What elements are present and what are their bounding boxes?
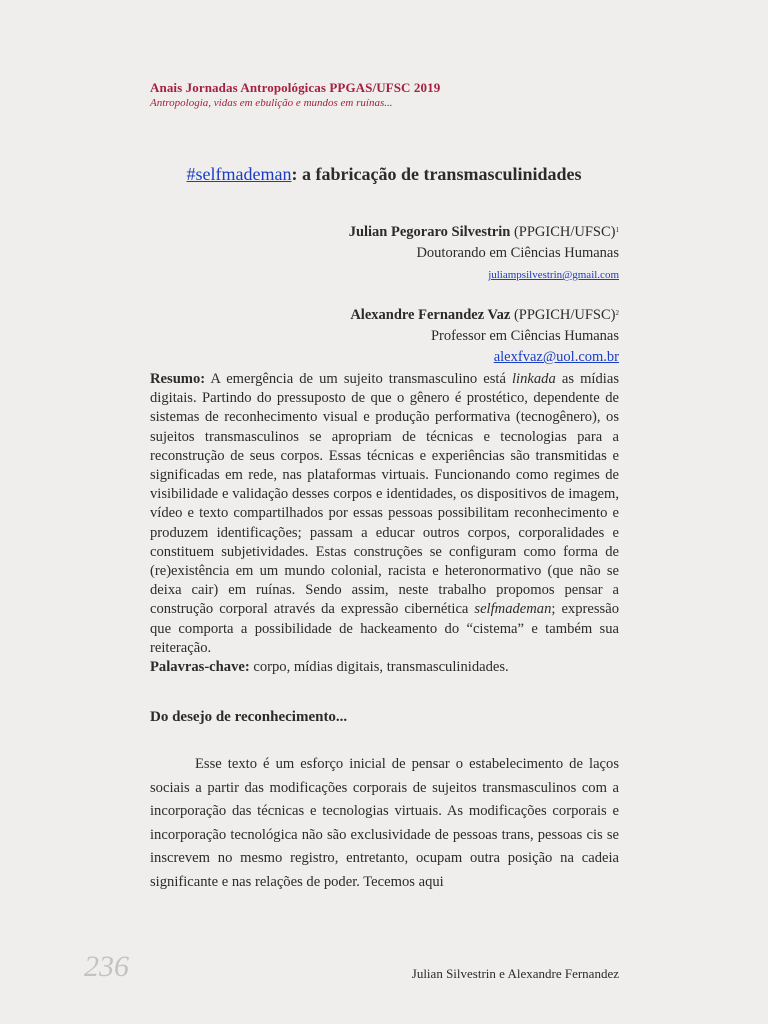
body-paragraph: Esse texto é um esforço inicial de pensar o estabelecimento de laços sociais a partir das modificações corporais de sujeitos transmasculinos com a incorporação das técnicas e tecnologias virtuais. As modificações corporais e incorporação tecnológica não são exclusividade de pessoas trans, pessoas cis se inscrevem no mesmo registro, entretanto, ocupam outra posição na cadeia significante e nas relações de poder. Tecemos aqui [150,756,619,890]
journal-title: Anais Jornadas Antropológicas PPGAS/UFSC 2019 [150,80,441,95]
keywords [150,658,619,677]
footnote-marker[interactable]: 1 [615,226,619,234]
abstract-italic-term: selfmademan [474,601,552,618]
journal-subtitle: Antropologia, vidas em ebulição e mundos em ruínas... [150,97,393,109]
hashtag-link[interactable]: #selfmademan [186,164,292,184]
author-role: Professor em Ciências Humanas [430,328,619,344]
body-text [150,753,619,894]
section-heading: Do desejo de reconhecimento... [150,709,348,725]
author-affiliation: (PPGICH/UFSC) [510,307,616,323]
abstract-text: as mídias digitais. Partindo do pressuposto de que o gênero é prostético, dependente de sistemas de reconhecimento visual e produção performativa (tecnogênero), os sujeitos transmasculinos se apropriam de técnicas e tecnologias para a reconstrução de seus corpos. Essas técnicas e experiências são transmitidas e significadas em rede, nas plataformas virtuais. Funcionando como regimes de visibilidade e validação desses corpos e identidades, os dispositivos de imagem, vídeo e texto compartilhados por essas pessoas possibilitam reconhecimento e produzem identificações; passam a educar outros corpos, corporalidades e constituem subjetividades. Estas construções se configuram como forma de (re)existência em um mundo colonial, racista e heteronormativo (que não se deixa cair) em ruínas. Sendo assim, neste trabalho propomos pensar a construção corporal através da expressão cibernética [150,371,619,618]
author-email-link[interactable]: alexfvaz@uol.com.br [493,349,619,365]
author-name: Alexandre Fernandez Vaz [350,307,511,323]
author-name: Julian Pegoraro Silvestrin [348,224,511,240]
author-role: Doutorando em Ciências Humanas [416,245,619,261]
author-block [139,222,619,285]
abstract-paragraph [150,370,619,658]
running-head [150,80,440,109]
author-block [139,305,619,368]
keywords-text: corpo, mídias digitais, transmasculinidades. [249,659,509,676]
author-email-link[interactable]: juliampsilvestrin@gmail.com [488,269,619,281]
page-number: 236 [84,950,129,983]
author-affiliation: (PPGICH/UFSC) [510,224,616,240]
abstract-text: ; expressão que comporta a possibilidade de hackeamento do “cistema” e também sua reiteração. [150,601,619,656]
footer-authors: Julian Silvestrin e Alexandre Fernandez [411,966,619,981]
title-text: : a fabricação de transmasculinidades [291,164,582,184]
paper-title [0,164,768,185]
author-list [139,222,619,368]
abstract-label: Resumo: [150,371,206,387]
keywords-label: Palavras-chave: [150,659,250,676]
abstract [150,370,619,677]
footnote-marker[interactable]: 2 [615,309,619,317]
abstract-italic-term: linkada [512,371,556,387]
abstract-text: A emergência de um sujeito transmasculino está [205,371,512,387]
